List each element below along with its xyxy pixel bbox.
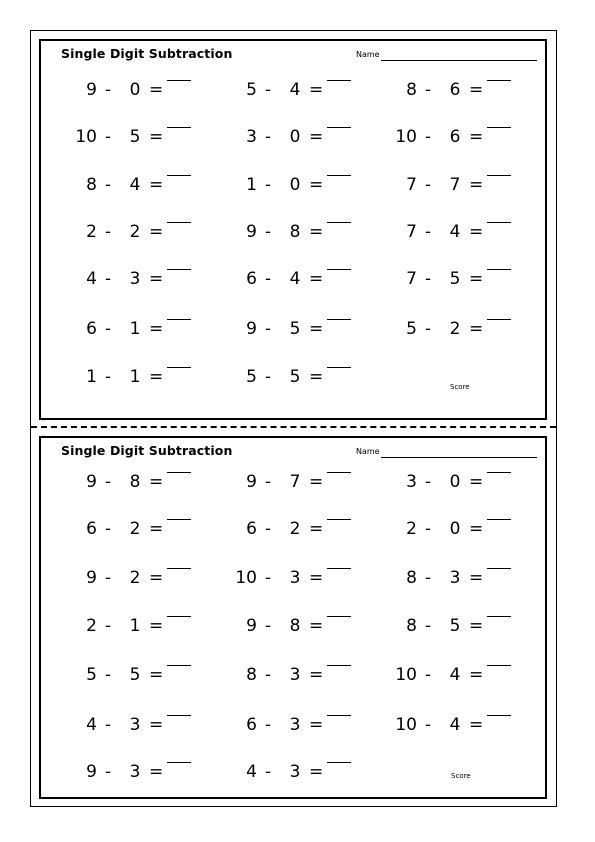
minuend: 6 xyxy=(86,319,97,339)
subtrahend: 2 xyxy=(449,319,461,339)
minus-sign: - xyxy=(425,127,432,147)
minus-sign: - xyxy=(265,665,272,685)
answer-blank[interactable] xyxy=(167,319,191,320)
answer-blank[interactable] xyxy=(327,80,351,81)
equals-sign: = xyxy=(469,568,484,588)
subtrahend: 0 xyxy=(289,175,301,195)
equals-sign: = xyxy=(149,472,164,492)
minus-sign: - xyxy=(265,175,272,195)
subtrahend: 3 xyxy=(449,568,461,588)
minuend: 7 xyxy=(406,175,417,195)
minus-sign: - xyxy=(265,127,272,147)
subtrahend: 8 xyxy=(129,472,141,492)
subtrahend: 7 xyxy=(289,472,301,492)
equals-sign: = xyxy=(149,319,164,339)
minuend: 1 xyxy=(246,175,257,195)
minuend: 4 xyxy=(246,762,257,782)
equals-sign: = xyxy=(469,127,484,147)
equals-sign: = xyxy=(309,269,324,289)
subtrahend: 8 xyxy=(289,222,301,242)
equals-sign: = xyxy=(469,665,484,685)
answer-blank[interactable] xyxy=(167,367,191,368)
minus-sign: - xyxy=(265,472,272,492)
subtrahend: 8 xyxy=(289,616,301,636)
subtrahend: 5 xyxy=(449,616,461,636)
minuend: 7 xyxy=(406,222,417,242)
minuend: 9 xyxy=(246,616,257,636)
answer-blank[interactable] xyxy=(167,568,191,569)
answer-blank[interactable] xyxy=(487,80,511,81)
name-label: Name xyxy=(356,50,380,59)
equals-sign: = xyxy=(309,319,324,339)
minus-sign: - xyxy=(105,519,112,539)
minuend: 10 xyxy=(395,127,417,147)
answer-blank[interactable] xyxy=(487,472,511,473)
answer-blank[interactable] xyxy=(167,715,191,716)
equals-sign: = xyxy=(309,715,324,735)
worksheet-title: Single Digit Subtraction xyxy=(61,443,233,458)
minuend: 8 xyxy=(406,568,417,588)
minus-sign: - xyxy=(105,665,112,685)
minus-sign: - xyxy=(105,222,112,242)
subtrahend: 4 xyxy=(289,80,301,100)
answer-blank[interactable] xyxy=(327,222,351,223)
answer-blank[interactable] xyxy=(487,269,511,270)
answer-blank[interactable] xyxy=(327,568,351,569)
equals-sign: = xyxy=(469,519,484,539)
minuend: 9 xyxy=(246,472,257,492)
minuend: 10 xyxy=(395,715,417,735)
minuend: 10 xyxy=(395,665,417,685)
answer-blank[interactable] xyxy=(167,519,191,520)
minuend: 1 xyxy=(86,367,97,387)
answer-blank[interactable] xyxy=(167,269,191,270)
subtrahend: 4 xyxy=(449,715,461,735)
name-line xyxy=(381,60,537,61)
minuend: 9 xyxy=(86,568,97,588)
minuend: 8 xyxy=(406,616,417,636)
answer-blank[interactable] xyxy=(487,665,511,666)
minuend: 4 xyxy=(86,715,97,735)
minuend: 2 xyxy=(406,519,417,539)
minuend: 9 xyxy=(86,762,97,782)
minuend: 8 xyxy=(246,665,257,685)
subtrahend: 4 xyxy=(289,269,301,289)
equals-sign: = xyxy=(309,222,324,242)
equals-sign: = xyxy=(149,80,164,100)
minus-sign: - xyxy=(105,762,112,782)
name-line xyxy=(381,457,537,458)
minus-sign: - xyxy=(265,367,272,387)
subtrahend: 5 xyxy=(129,665,141,685)
minus-sign: - xyxy=(105,80,112,100)
minus-sign: - xyxy=(105,715,112,735)
minus-sign: - xyxy=(105,269,112,289)
answer-blank[interactable] xyxy=(167,127,191,128)
minuend: 3 xyxy=(246,127,257,147)
equals-sign: = xyxy=(309,568,324,588)
equals-sign: = xyxy=(469,472,484,492)
subtrahend: 6 xyxy=(449,80,461,100)
answer-blank[interactable] xyxy=(487,127,511,128)
minus-sign: - xyxy=(425,175,432,195)
subtrahend: 6 xyxy=(449,127,461,147)
equals-sign: = xyxy=(149,568,164,588)
minuend: 6 xyxy=(246,715,257,735)
minus-sign: - xyxy=(425,616,432,636)
subtrahend: 3 xyxy=(129,715,141,735)
minuend: 5 xyxy=(246,367,257,387)
minuend: 9 xyxy=(86,472,97,492)
answer-blank[interactable] xyxy=(167,665,191,666)
minus-sign: - xyxy=(425,519,432,539)
minus-sign: - xyxy=(425,222,432,242)
answer-blank[interactable] xyxy=(167,762,191,763)
subtrahend: 5 xyxy=(449,269,461,289)
minus-sign: - xyxy=(105,568,112,588)
equals-sign: = xyxy=(149,269,164,289)
subtrahend: 3 xyxy=(289,568,301,588)
subtrahend: 3 xyxy=(289,715,301,735)
minus-sign: - xyxy=(265,616,272,636)
minuend: 2 xyxy=(86,222,97,242)
worksheet-bottom xyxy=(39,436,547,799)
equals-sign: = xyxy=(149,127,164,147)
minus-sign: - xyxy=(425,472,432,492)
minus-sign: - xyxy=(425,80,432,100)
answer-blank[interactable] xyxy=(487,319,511,320)
subtrahend: 5 xyxy=(129,127,141,147)
subtrahend: 2 xyxy=(129,222,141,242)
minuend: 8 xyxy=(406,80,417,100)
subtrahend: 5 xyxy=(289,367,301,387)
answer-blank[interactable] xyxy=(327,762,351,763)
answer-blank[interactable] xyxy=(327,367,351,368)
minus-sign: - xyxy=(425,665,432,685)
equals-sign: = xyxy=(469,715,484,735)
subtrahend: 2 xyxy=(129,519,141,539)
minuend: 9 xyxy=(86,80,97,100)
subtrahend: 5 xyxy=(289,319,301,339)
answer-blank[interactable] xyxy=(327,127,351,128)
score-label: Score xyxy=(451,772,471,780)
minus-sign: - xyxy=(265,762,272,782)
answer-blank[interactable] xyxy=(327,665,351,666)
answer-blank[interactable] xyxy=(167,472,191,473)
minuend: 7 xyxy=(406,269,417,289)
minuend: 8 xyxy=(86,175,97,195)
equals-sign: = xyxy=(149,715,164,735)
subtrahend: 4 xyxy=(449,665,461,685)
minus-sign: - xyxy=(265,519,272,539)
subtrahend: 1 xyxy=(129,319,141,339)
answer-blank[interactable] xyxy=(167,616,191,617)
equals-sign: = xyxy=(469,80,484,100)
answer-blank[interactable] xyxy=(487,616,511,617)
equals-sign: = xyxy=(149,762,164,782)
subtrahend: 0 xyxy=(449,519,461,539)
equals-sign: = xyxy=(469,175,484,195)
subtrahend: 7 xyxy=(449,175,461,195)
answer-blank[interactable] xyxy=(327,519,351,520)
minuend: 10 xyxy=(235,568,257,588)
minus-sign: - xyxy=(265,715,272,735)
minus-sign: - xyxy=(105,616,112,636)
minus-sign: - xyxy=(105,472,112,492)
minus-sign: - xyxy=(265,319,272,339)
minuend: 5 xyxy=(86,665,97,685)
equals-sign: = xyxy=(149,519,164,539)
answer-blank[interactable] xyxy=(327,472,351,473)
minuend: 3 xyxy=(406,472,417,492)
minus-sign: - xyxy=(105,175,112,195)
equals-sign: = xyxy=(469,269,484,289)
subtrahend: 1 xyxy=(129,367,141,387)
minus-sign: - xyxy=(265,80,272,100)
score-label: Score xyxy=(450,383,470,391)
answer-blank[interactable] xyxy=(167,80,191,81)
minus-sign: - xyxy=(265,568,272,588)
answer-blank[interactable] xyxy=(487,715,511,716)
answer-blank[interactable] xyxy=(487,568,511,569)
minus-sign: - xyxy=(265,222,272,242)
minuend: 5 xyxy=(406,319,417,339)
minuend: 5 xyxy=(246,80,257,100)
subtrahend: 2 xyxy=(289,519,301,539)
subtrahend: 0 xyxy=(129,80,141,100)
name-label: Name xyxy=(356,447,380,456)
minuend: 9 xyxy=(246,222,257,242)
subtrahend: 3 xyxy=(129,269,141,289)
answer-blank[interactable] xyxy=(327,269,351,270)
equals-sign: = xyxy=(149,616,164,636)
minus-sign: - xyxy=(105,319,112,339)
minuend: 10 xyxy=(75,127,97,147)
minuend: 9 xyxy=(246,319,257,339)
subtrahend: 3 xyxy=(289,665,301,685)
cut-line xyxy=(31,426,556,428)
answer-blank[interactable] xyxy=(327,175,351,176)
answer-blank[interactable] xyxy=(487,175,511,176)
answer-blank[interactable] xyxy=(327,616,351,617)
answer-blank[interactable] xyxy=(327,715,351,716)
equals-sign: = xyxy=(469,319,484,339)
equals-sign: = xyxy=(469,222,484,242)
minus-sign: - xyxy=(425,568,432,588)
equals-sign: = xyxy=(309,127,324,147)
minuend: 6 xyxy=(246,269,257,289)
minus-sign: - xyxy=(425,319,432,339)
equals-sign: = xyxy=(309,519,324,539)
minus-sign: - xyxy=(105,367,112,387)
equals-sign: = xyxy=(309,616,324,636)
minus-sign: - xyxy=(105,127,112,147)
subtrahend: 4 xyxy=(449,222,461,242)
minus-sign: - xyxy=(425,269,432,289)
answer-blank[interactable] xyxy=(487,222,511,223)
equals-sign: = xyxy=(149,175,164,195)
equals-sign: = xyxy=(309,175,324,195)
minus-sign: - xyxy=(265,269,272,289)
equals-sign: = xyxy=(309,762,324,782)
subtrahend: 0 xyxy=(289,127,301,147)
equals-sign: = xyxy=(309,80,324,100)
answer-blank[interactable] xyxy=(167,222,191,223)
subtrahend: 2 xyxy=(129,568,141,588)
minus-sign: - xyxy=(425,715,432,735)
answer-blank[interactable] xyxy=(327,319,351,320)
worksheet-top xyxy=(39,39,547,420)
equals-sign: = xyxy=(469,616,484,636)
subtrahend: 0 xyxy=(449,472,461,492)
equals-sign: = xyxy=(149,222,164,242)
equals-sign: = xyxy=(309,472,324,492)
subtrahend: 4 xyxy=(129,175,141,195)
subtrahend: 3 xyxy=(289,762,301,782)
equals-sign: = xyxy=(309,367,324,387)
minuend: 4 xyxy=(86,269,97,289)
equals-sign: = xyxy=(149,665,164,685)
equals-sign: = xyxy=(309,665,324,685)
subtrahend: 3 xyxy=(129,762,141,782)
subtrahend: 1 xyxy=(129,616,141,636)
equals-sign: = xyxy=(149,367,164,387)
answer-blank[interactable] xyxy=(487,519,511,520)
worksheet-title: Single Digit Subtraction xyxy=(61,46,233,61)
minuend: 6 xyxy=(86,519,97,539)
answer-blank[interactable] xyxy=(167,175,191,176)
minuend: 2 xyxy=(86,616,97,636)
minuend: 6 xyxy=(246,519,257,539)
